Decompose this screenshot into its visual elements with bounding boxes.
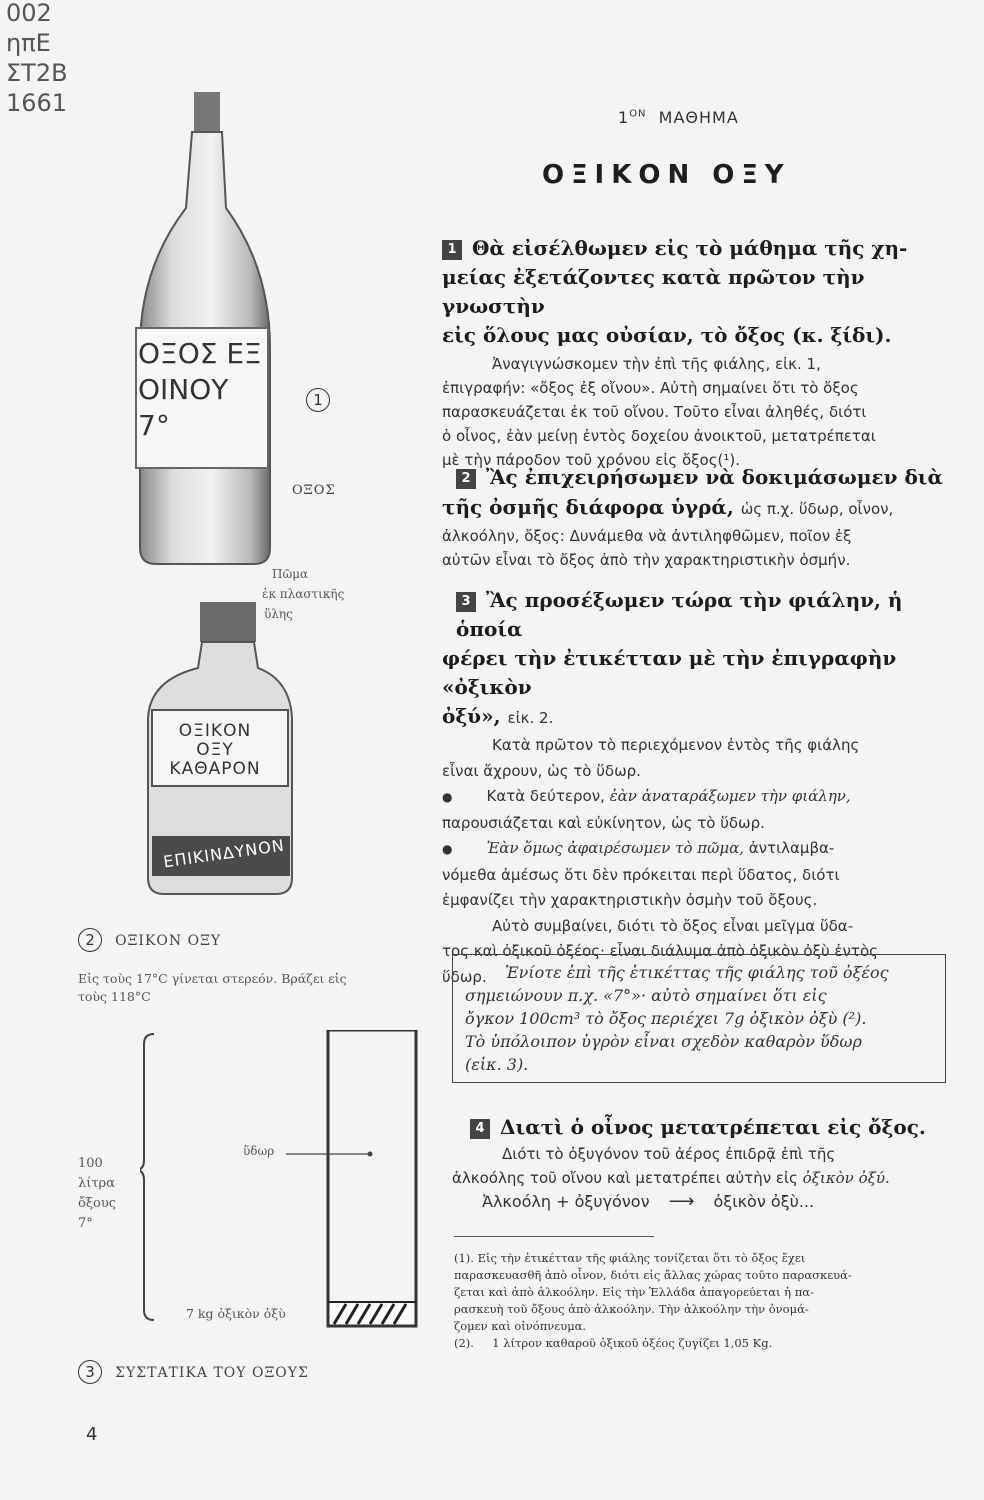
lesson-sup: ΟΝ <box>629 108 647 120</box>
footnote-line: παρασκευασθῆ ἀπὸ οἶνον, διότι εἰς ἄλλας χώρας τοῦτο παρασκευά- <box>454 1268 852 1282</box>
paragraph-line: Διότι τὸ ὀξυγόνον τοῦ ἀέρος ἐπιδρᾷ ἐπὶ τῆς <box>502 1145 836 1163</box>
figure-number: 1 <box>306 388 330 412</box>
bullet-text: ἀντιλαμβα- <box>748 839 835 857</box>
reaction-equation <box>452 1190 950 1214</box>
volume-line: 100 <box>78 1156 103 1171</box>
lesson-number <box>618 108 739 127</box>
arrow-icon: ⟶ <box>668 1191 695 1212</box>
paragraph-line: μὲ τὴν πάροδον τοῦ χρόνου εἰς ὄξος(¹). <box>442 451 741 469</box>
lesson-word: ΜΑΘΗΜΑ <box>658 108 739 127</box>
handwritten-line: 1661 <box>6 89 68 117</box>
acid-label-text <box>160 722 270 779</box>
water-label: ὕδωρ <box>243 1144 275 1158</box>
heading-line: Θὰ εἰσέλθωμεν εἰς τὸ μάθημα τῆς χη- <box>472 236 908 260</box>
italic-text: ὀξικὸν ὀξύ. <box>802 1169 890 1187</box>
section-paragraph <box>442 524 946 572</box>
italic-text: ἐὰν ἀναταράξωμεν τὴν φιάλην, <box>609 787 851 805</box>
bullet-text: Κατὰ δεύτερον, <box>486 787 605 805</box>
paragraph-line: αὐτῶν εἶναι τὸ ὄξος ἀπὸ τὴν χαρακτηριστικὴν ὀσμήν. <box>442 551 851 569</box>
composition-diagram <box>140 1030 430 1330</box>
paragraph-line: τος καὶ ὀξικοῦ ὀξέος· εἶναι διάλυμα ἀπὸ ὀξικὸν ὀξὺ ἐντὸς <box>442 942 878 960</box>
note-line: Ἐνίοτε ἐπὶ τῆς ἐτικέττας τῆς φιάλης τοῦ ὀξέος <box>505 963 889 982</box>
paragraph-line: νόμεθα ἀμέσως ὅτι δὲν πρόκειται περὶ ὕδατος, διότι <box>442 865 840 884</box>
page-title: ΟΞΙΚΟΝ ΟΞΥ <box>542 160 791 190</box>
section-paragraph <box>442 352 942 472</box>
section-paragraph <box>452 1142 950 1214</box>
bottle-cap <box>194 92 220 132</box>
container <box>328 1030 416 1326</box>
figure-2-caption-row <box>78 928 221 952</box>
bullet-line <box>442 836 946 863</box>
figure-1-marker <box>306 388 330 412</box>
footnote-line: ζεται καὶ ἀπὸ ἀλκοόλην. Εἰς τὴν Ἑλλάδα ἀπαγορεύεται ἡ πα- <box>454 1285 814 1299</box>
figure-3-caption-row <box>78 1360 309 1384</box>
footnote-line: (1). Εἰς τὴν ἐτικέτταν τῆς φιάλης τονίζεται ὅτι τὸ ὄξος ἔχει <box>454 1251 806 1265</box>
caption-line: Πῶμα <box>272 567 309 581</box>
paragraph-line: ὡς π.χ. ὕδωρ, οἶνον, <box>740 500 894 518</box>
paragraph-line: ἐπιγραφήν: «ὄξος ἐξ οἴνου». Αὐτὴ σημαίνει ὅτι τὸ ὄξος <box>442 379 859 397</box>
caption-line: ἐκ πλαστικῆς <box>262 587 345 601</box>
paragraph-line: ὁ οἶνος, ἐὰν μείνῃ ἐντὸς δοχείου ἀνοικτοῦ, μετατρέπεται <box>442 427 876 445</box>
equation-left: Ἀλκοόλη + ὀξυγόνον <box>482 1192 650 1211</box>
heading-line: Διατὶ ὁ οἶνος μετατρέπεται εἰς ὄξος. <box>500 1115 926 1139</box>
figure-3-caption: ΣΥΣΤΑΤΙΚΑ ΤΟΥ ΟΞΟΥΣ <box>115 1365 309 1381</box>
paragraph-line: παρασκευάζεται ἐκ τοῦ οἴνου. Τοῦτο εἶναι ἀληθές, διότι <box>442 403 867 421</box>
section-2 <box>442 462 946 572</box>
handwritten-line: ηπΕ <box>6 29 51 57</box>
volume-line: 7° <box>78 1216 93 1231</box>
figure-1-caption: ΟΞΟΣ <box>292 483 336 498</box>
paragraph-line: παρουσιάζεται καὶ εὐκίνητον, ὡς τὸ ὕδωρ. <box>442 813 765 832</box>
label-line: ΚΑΘΑΡΟΝ <box>169 759 261 779</box>
heading-line: εἰς ὅλους μας οὐσίαν, τὸ ὄξος (κ. ξίδι). <box>442 323 892 347</box>
paragraph-line: εἶναι ἄχρουν, ὡς τὸ ὕδωρ. <box>442 761 641 780</box>
paragraph-line: ἀλκοόλην, ὄξος: Δυνάμεθα νὰ ἀντιληφθῶμεν, ποῖον ἐξ <box>442 527 852 545</box>
label-line: ΟΙΝΟΥ <box>138 373 229 406</box>
vinegar-bottle-illustration <box>120 88 290 568</box>
footnote-line: (2). 1 λίτρον καθαροῦ ὀξικοῦ ὀξέος ζυγίζει 1,05 Kg. <box>454 1336 773 1350</box>
heading-line: φέρει τὴν ἐτικέτταν μὲ τὴν ἐπιγραφὴν «ὀξικὸν <box>442 646 897 699</box>
handwritten-line: ΣΤ2Β <box>6 59 68 87</box>
heading-line: τῆς ὀσμῆς διάφορα ὑγρά, <box>442 495 734 519</box>
heading-line: Ἂς ἐπιχειρήσωμεν νὰ δοκιμάσωμεν διὰ <box>486 465 943 489</box>
label-line: ΟΞΟΣ ΕΞ <box>138 337 262 370</box>
caption-line: ὕλης <box>264 607 293 621</box>
paragraph-line: Κατὰ πρῶτον τὸ περιεχόμενον ἐντὸς τῆς φιάλης <box>492 736 860 754</box>
section-number: 2 <box>456 469 476 489</box>
heading-line: μείας ἐξετάζοντες κατὰ πρῶτον τὴν γνωστὴν <box>442 265 865 318</box>
italic-text: Ἐὰν ὅμως ἀφαιρέσωμεν τὸ πῶμα, <box>486 839 744 857</box>
acid-layer <box>328 1302 416 1324</box>
danger-label-text: ΕΠΙΚΙΝΔΥΝΟΝ <box>162 835 286 872</box>
note-line: Εἰς τοὺς 17°C γίνεται στερεόν. Βράζει εἰς <box>78 971 347 986</box>
footnote-line: ρασκευὴ τοῦ ὄξους ἀπὸ ἀλκοόλην. Τὴν ἀλκοόλην τὴν ὀνομά- <box>454 1302 809 1316</box>
section-number: 4 <box>470 1119 490 1139</box>
note-line: (εἰκ. 3). <box>465 1055 529 1074</box>
note-line: τοὺς 118°C <box>78 989 151 1004</box>
bullet-line <box>442 784 946 811</box>
note-line: ὄγκον 100cm³ τὸ ὄξος περιέχει 7g ὀξικὸν ὀξὺ (²). <box>465 1009 867 1028</box>
note-line: Τὸ ὑπόλοιπον ὑγρὸν εἶναι σχεδὸν καθαρὸν ὕδωρ <box>465 1032 862 1051</box>
figure-number: 3 <box>78 1360 102 1384</box>
handwritten-notes <box>6 0 68 118</box>
handwritten-line: 002 <box>6 0 52 27</box>
volume-line: ὄξους <box>78 1196 116 1211</box>
volume-label <box>78 1154 116 1234</box>
lesson-num: 1 <box>618 108 630 127</box>
paragraph-line: ἐμφανίζει τὴν χαρακτηριστικὴν ὀσμὴν τοῦ ὄξους. <box>442 891 818 909</box>
plastic-stopper <box>200 602 256 642</box>
note-line: σημειώνουν π.χ. «7°»· αὐτὸ σημαίνει ὅτι εἰς <box>465 986 827 1005</box>
paragraph-line: ἀλκοόλης τοῦ οἴνου καὶ μετατρέπει αὐτὴν εἰς <box>452 1169 798 1187</box>
footnote-divider <box>454 1236 654 1237</box>
bottle-label-text <box>138 336 266 444</box>
section-1 <box>442 234 942 472</box>
figure-number: 2 <box>78 928 102 952</box>
figure-2-caption: ΟΞΙΚΟΝ ΟΞΥ <box>115 933 222 949</box>
section-number: 1 <box>442 240 462 260</box>
section-heading <box>442 234 942 350</box>
page-number: 4 <box>86 1424 98 1445</box>
volume-line: λίτρα <box>78 1176 115 1191</box>
label-line: ΟΞΙΚΟΝ <box>178 721 252 741</box>
acid-properties-note <box>78 970 347 1006</box>
label-line: 7° <box>138 409 170 442</box>
section-number: 3 <box>456 592 476 612</box>
section-paragraph <box>442 733 946 990</box>
section-3 <box>442 586 946 990</box>
section-heading <box>442 462 946 524</box>
figure-reference: εἰκ. 2. <box>507 709 554 727</box>
section-heading <box>442 586 946 733</box>
brace <box>140 1034 154 1320</box>
section-heading <box>470 1112 950 1142</box>
paragraph-line: Αὐτὸ συμβαίνει, διότι τὸ ὄξος εἶναι μεῖγμα ὕδα- <box>492 916 854 935</box>
acid-label: 7 kg ὀξικὸν ὀξὺ <box>186 1306 286 1321</box>
paragraph-line: Ἀναγιγνώσκομεν τὴν ἐπὶ τῆς φιάλης, εἰκ. 1, <box>492 355 821 373</box>
equation-right: ὀξικὸν ὀξὺ... <box>713 1192 815 1211</box>
heading-line: Ἂς προσέξωμεν τώρα τὴν φιάλην, ἡ ὁποία <box>456 588 903 641</box>
footnotes <box>454 1250 954 1352</box>
heading-line: ὀξύ», <box>442 704 501 728</box>
label-line: ΟΞΥ <box>196 740 234 760</box>
footnote-line: ζομεν καὶ οἰνόπνευμα. <box>454 1319 587 1333</box>
boxed-note <box>452 954 946 1083</box>
paragraph-line: ὕδωρ. <box>442 967 487 986</box>
section-4 <box>452 1112 950 1214</box>
